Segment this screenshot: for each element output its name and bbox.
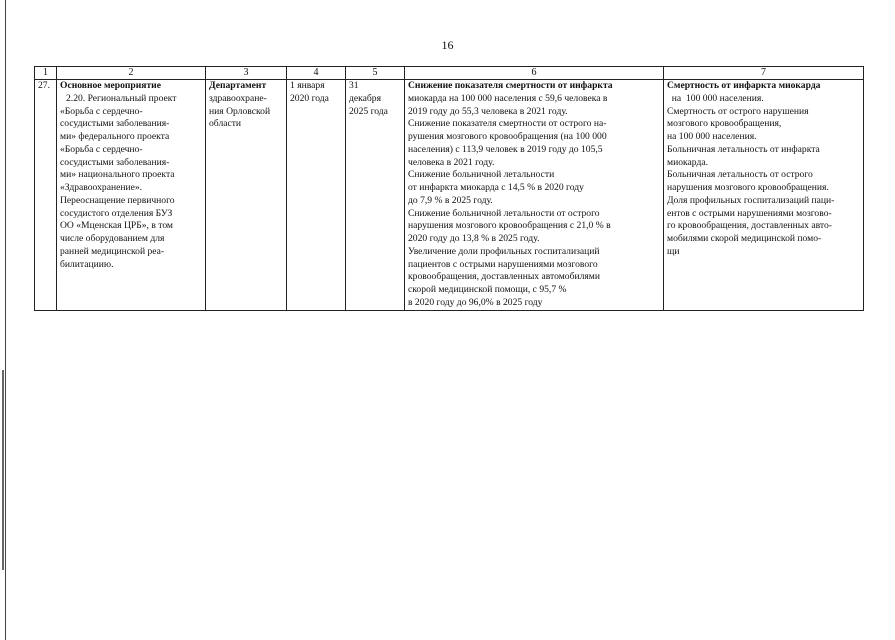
measure-line: «Борьба с сердечно-	[60, 105, 143, 117]
header-cell-3: 3	[206, 67, 287, 80]
row-number: 27.	[35, 80, 57, 311]
results-line: Снижение больничной летальности	[408, 169, 555, 181]
indicators-line: го кровообращения, доставленных авто-	[667, 220, 832, 232]
header-cell-2: 2	[57, 67, 206, 80]
measure-line: ОО «Мценская ЦРБ», в том	[60, 220, 173, 232]
results-line: рушения мозгового кровообращения (на 100 000	[408, 131, 607, 142]
results-line: населения) с 113,9 человек в 2019 году до 105,5	[408, 143, 603, 155]
indicators-line: щи	[667, 245, 680, 257]
results-line: скорой медицинской помощи, с 95,7 %	[408, 284, 567, 295]
end-date-year: 2025 года	[349, 105, 388, 117]
header-cell-7: 7	[664, 67, 864, 80]
page-number: 16	[441, 38, 454, 52]
results-line: миокарда на 100 000 населения с 59,6 человека в	[408, 92, 608, 104]
results-line: Увеличение доли профильных госпитализаций	[408, 245, 600, 257]
measure-line: «Здравоохранение».	[60, 182, 143, 193]
measure-line: 2.20. Региональный проект	[66, 92, 177, 104]
results-cell	[405, 80, 664, 311]
results-line: 2019 году до 55,3 человека в 2021 году.	[408, 105, 568, 117]
measure-title: Основное мероприятие	[60, 80, 161, 91]
program-table	[34, 66, 864, 311]
indicators-line: нарушения мозгового кровообращения.	[667, 182, 829, 193]
executor-cell	[206, 80, 287, 311]
indicators-line: миокарда.	[667, 156, 708, 168]
indicators-line: Доля профильных госпитализаций паци-	[667, 194, 835, 206]
results-line: человека в 2021 году.	[408, 156, 495, 168]
results-line: Снижение показателя смертности от острого на-	[408, 118, 607, 130]
end-date-cell	[346, 80, 405, 311]
executor-line: здравоохране-	[209, 92, 267, 104]
measure-line: Переоснащение первичного	[60, 194, 175, 206]
indicators-line: на 100 000 населения.	[667, 131, 757, 142]
results-title: Снижение показателя смертности от инфаркта	[408, 80, 613, 91]
indicators-line: Больничная летальность от острого	[667, 169, 813, 181]
results-line: 2020 году до 13,8 % в 2025 году.	[408, 233, 540, 244]
measure-line: числе оборудованием для	[60, 233, 165, 244]
executor-line: ния Орловской	[209, 105, 271, 117]
indicators-line: Больничная летальность от инфаркта	[667, 143, 820, 155]
end-date-month: декабря	[349, 92, 382, 104]
header-cell-1: 1	[35, 67, 57, 80]
results-line: до 7,9 % в 2025 году.	[408, 194, 493, 206]
start-date-year: 2020 года	[290, 92, 329, 104]
measure-line: сосудистыми заболевания-	[60, 156, 170, 168]
measure-cell	[57, 80, 206, 311]
results-line: нарушения мозгового кровообращения с 21,0 % в	[408, 220, 611, 232]
executor-line: области	[209, 118, 242, 130]
page-margin-shadow	[2, 370, 4, 570]
header-row	[35, 67, 864, 80]
end-date-day: 31	[349, 80, 359, 91]
measure-line: ранней медицинской реа-	[60, 245, 165, 257]
indicators-line: на 100 000 населения.	[667, 92, 764, 104]
measure-line: сосудистого отделения БУЗ	[60, 207, 173, 219]
measure-line: билитациию.	[60, 258, 114, 270]
header-cell-5: 5	[346, 67, 405, 80]
indicators-line: мозгового кровообращения,	[667, 118, 782, 130]
header-cell-4: 4	[287, 67, 346, 80]
table-row	[35, 80, 864, 311]
results-line: в 2020 году до 96,0% в 2025 году	[408, 296, 543, 308]
executor-title: Департамент	[209, 80, 267, 91]
results-line: от инфаркта миокарда с 14,5 % в 2020 году	[408, 182, 584, 193]
start-date-day: 1 января	[290, 80, 325, 91]
indicators-cell	[664, 80, 864, 311]
indicators-line: ентов с острыми нарушениями мозгово-	[667, 207, 832, 219]
indicators-line: мобилями скорой медицинской помо-	[667, 233, 822, 244]
results-line: Снижение больничной летальности от острого	[408, 207, 600, 219]
results-line: кровообращения, доставленных автомобилями	[408, 271, 600, 283]
measure-line: ми» национального проекта	[60, 169, 175, 181]
results-line: пациентов с острыми нарушениями мозгового	[408, 258, 598, 270]
page-margin-rule	[5, 0, 6, 640]
indicators-title: Смертность от инфаркта миокарда	[667, 80, 821, 91]
measure-line: сосудистыми заболевания-	[60, 118, 170, 130]
measure-line: «Борьба с сердечно-	[60, 143, 143, 155]
header-cell-6: 6	[405, 67, 664, 80]
start-date-cell	[287, 80, 346, 311]
measure-line: ми» федерального проекта	[60, 131, 170, 142]
indicators-line: Смертность от острого нарушения	[667, 105, 809, 117]
